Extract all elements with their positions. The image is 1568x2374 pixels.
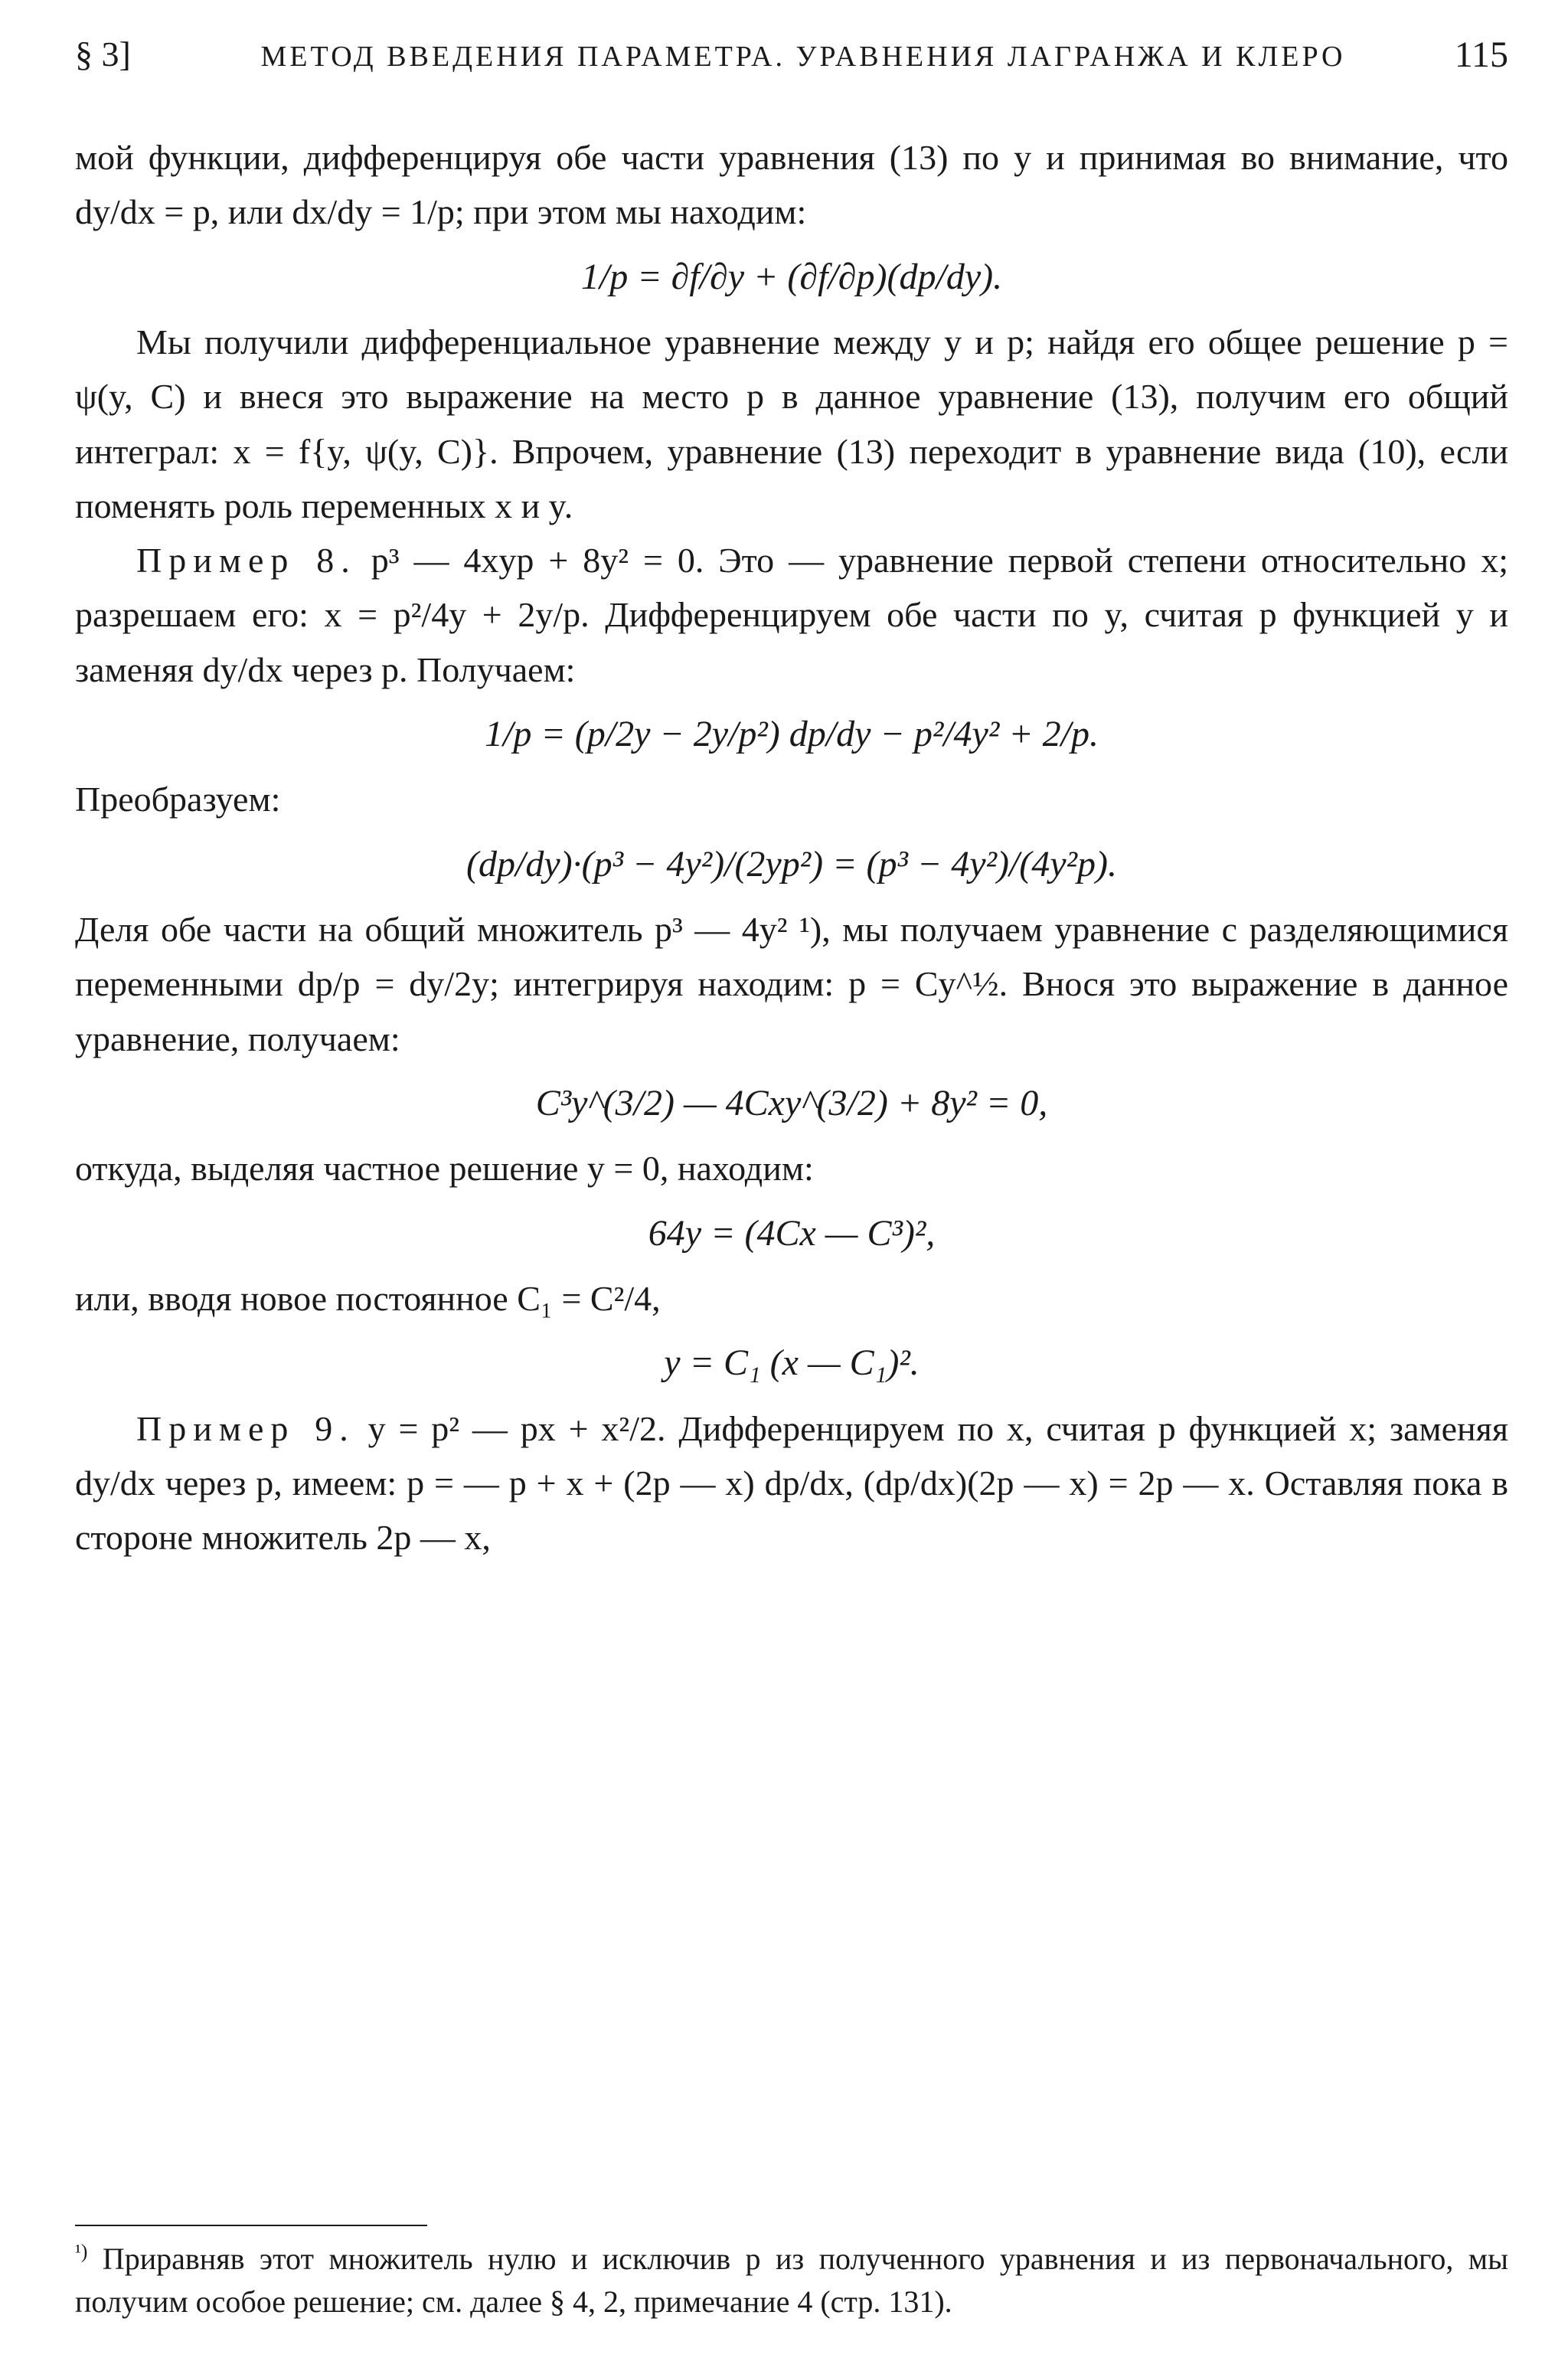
equation: C³y^(3/2) — 4Cxy^(3/2) + 8y² = 0, <box>535 1083 1048 1124</box>
example-label: Пример 8. <box>136 541 357 580</box>
equation: 1/p = ∂f/∂y + (∂f/∂p)(dp/dy). <box>580 256 1003 297</box>
section-number: § 3] <box>75 34 131 74</box>
paragraph: Деля обе части на общий множитель p³ — 4y² ¹), мы получаем уравнение с разделяющимися переменными dp/p = dy/2y; интегрируя находим: p = Cy^½. Внося это выражение в данное уравнение, получаем: <box>75 910 1508 1058</box>
paragraph: или, вводя новое постоянное C₁ = C²/4, <box>75 1279 661 1319</box>
equation: 64y = (4Cx — C³)², <box>648 1212 936 1254</box>
page-number: 115 <box>1454 34 1508 75</box>
example-text: y = p² — px + x²/2. Дифференцируем по x, считая p функцией x; заменяя dy/dx через p, имеем: p = — p + x + (2p — x) dp/dx, (dp/dx)(2p — x) = 2p — x. Оставляя пока в стороне множитель 2p — x, <box>75 1408 1508 1558</box>
equation: (dp/dy)·(p³ − 4y²)/(2yp²) = (p³ − 4y²)/(4y²p). <box>466 843 1117 885</box>
equation: 1/p = (p/2y − 2y/p²) dp/dy − p²/4y² + 2/p. <box>485 714 1099 755</box>
page-header <box>75 34 1508 87</box>
paragraph: откуда, выделяя частное решение y = 0, находим: <box>75 1149 814 1189</box>
footnote-mark: ¹) <box>75 2240 88 2263</box>
paragraph: Преобразуем: <box>75 780 281 819</box>
running-title: МЕТОД ВВЕДЕНИЯ ПАРАМЕТРА. УРАВНЕНИЯ ЛАГРАНЖА И КЛЕРО <box>260 41 1346 73</box>
page-body <box>75 130 1508 1565</box>
equation: y = C₁ (x — C₁)². <box>664 1342 920 1384</box>
example-label: Пример 9. <box>136 1408 355 1448</box>
example-text: p³ — 4xyp + 8y² = 0. Это — уравнение первой степени относительно x; разрешаем его: x = p²/4y + 2y/p. Дифференцируем обе части по y, считая p функцией y и заменяя dy/dx через p. Получаем: <box>75 541 1508 689</box>
paragraph: мой функции, дифференцируя обе части уравнения (13) по y и принимая во внимание, что dy/dx = p, или dx/dy = 1/p; при этом мы находим: <box>75 138 1508 232</box>
paragraph: Мы получили дифференциальное уравнение между y и p; найдя его общее решение p = ψ(y, C) и внеся это выражение на место p в данное уравнение (13), получим его общий интеграл: x = f{y, ψ(y, C)}. Впрочем, уравнение (13) переходит в уравнение вида (10), если поменять роль переменных x и y. <box>75 322 1508 525</box>
footnote-rule <box>75 2225 427 2226</box>
example-8-paragraph <box>75 533 1508 697</box>
footnote-text: Приравняв этот множитель нулю и исключив p из полученного уравнения и из первоначального, мы получим особое решение; см. далее § 4, 2, примечание 4 (стр. 131). <box>75 2242 1508 2319</box>
footnote <box>75 2238 1508 2323</box>
example-9-paragraph <box>75 1401 1508 1565</box>
